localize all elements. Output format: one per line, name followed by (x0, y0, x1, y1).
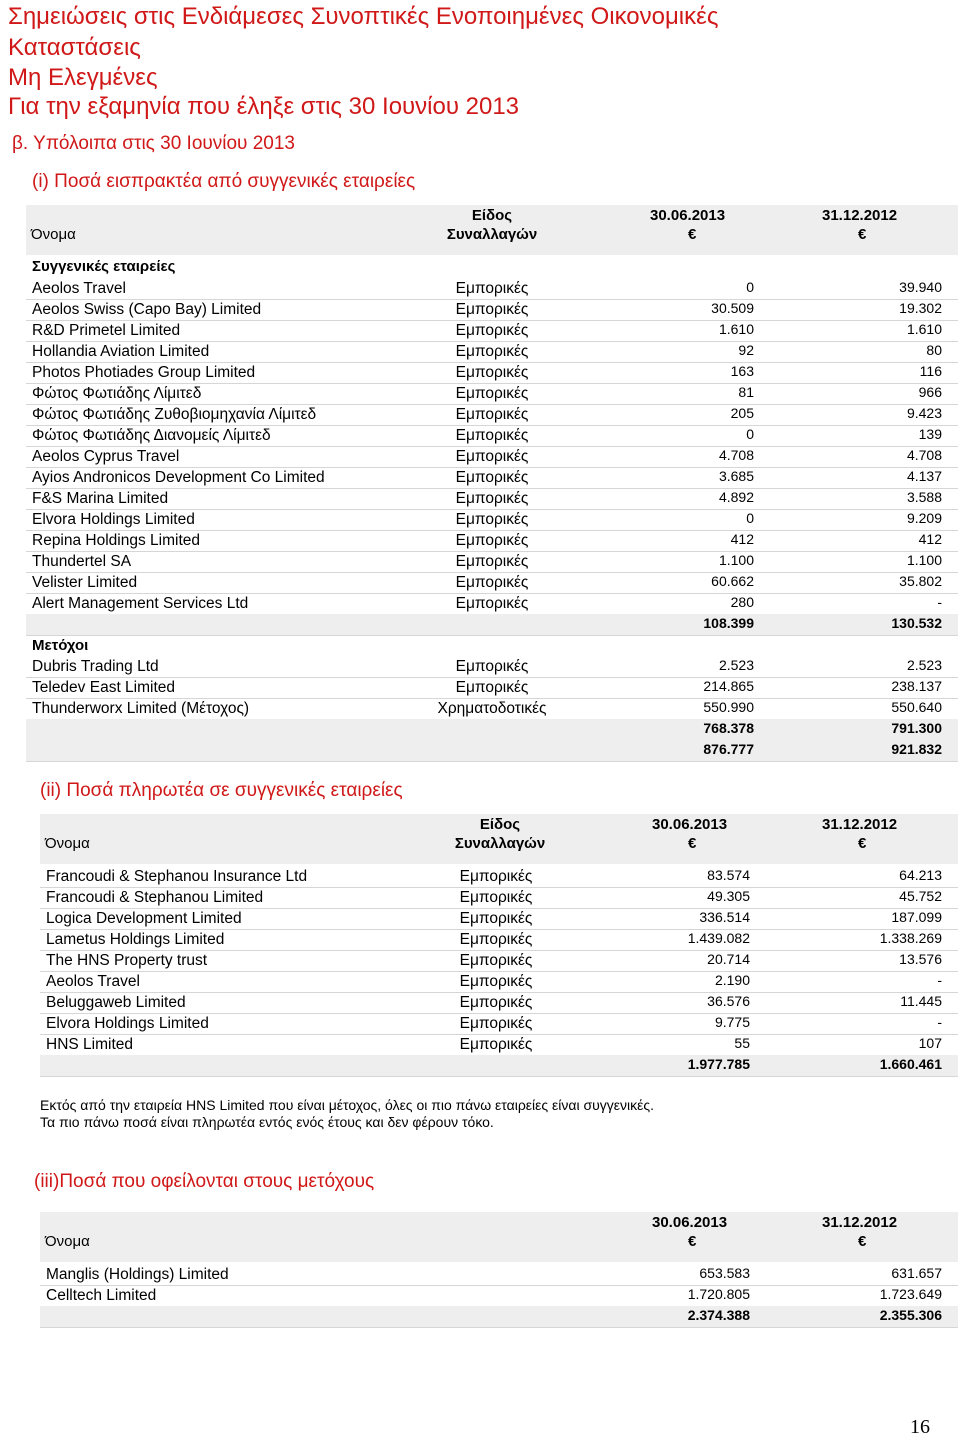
row-name: Thunderworx Limited (Μέτοχος) (32, 700, 250, 717)
value-2013: 550.990 (703, 699, 754, 715)
column-header-2013: 30.06.2013 (652, 1214, 728, 1231)
value-2013: 83.574 (707, 867, 750, 883)
row-name: Ayios Andronicos Development Co Limited (32, 469, 325, 486)
value-2013: 876.777 (703, 741, 754, 757)
value-2013: 4.708 (718, 447, 754, 463)
row-name: Teledev East Limited (32, 679, 176, 696)
table-row (26, 656, 958, 678)
euro-symbol-2013: € (688, 226, 697, 243)
row-transaction-type: Εμπορικές (455, 280, 529, 297)
row-name: Logica Development Limited (46, 910, 242, 927)
row-transaction-type: Εμπορικές (459, 973, 533, 990)
row-transaction-type: Εμπορικές (455, 679, 529, 696)
row-name: Aeolos Travel (32, 280, 126, 297)
column-header-name: Όνομα (31, 226, 76, 243)
subtotal-row (26, 614, 958, 636)
receivables-table-header (26, 205, 958, 255)
row-transaction-type: Εμπορικές (459, 868, 533, 885)
value-2013: 205 (730, 405, 754, 421)
value-2013: 36.576 (707, 993, 750, 1009)
value-2013: 55 (734, 1035, 750, 1051)
value-2012: - (937, 594, 942, 610)
value-2013: 30.509 (711, 300, 754, 316)
value-2013: 1.100 (718, 552, 754, 568)
row-transaction-type: Εμπορικές (455, 385, 529, 402)
table-row (26, 488, 958, 510)
table-row (40, 1013, 958, 1035)
table-row (26, 551, 958, 573)
row-transaction-type: Εμπορικές (455, 301, 529, 318)
value-2013: 81 (738, 384, 754, 400)
row-name: Elvora Holdings Limited (46, 1015, 209, 1032)
table-row (40, 992, 958, 1014)
value-2012: 412 (918, 531, 942, 547)
value-2012: 1.100 (906, 552, 942, 568)
value-2013: 92 (738, 342, 754, 358)
row-name: Elvora Holdings Limited (32, 511, 195, 528)
row-transaction-type: Εμπορικές (455, 469, 529, 486)
table-row (26, 509, 958, 531)
shareholders-heading: (iii)Ποσά που οφείλονται στους μετόχους (34, 1171, 375, 1192)
value-2012: 791.300 (891, 720, 942, 736)
row-name: Φώτος Φωτιάδης Διανομείς Λίμιτεδ (32, 427, 271, 444)
section-title: β. Υπόλοιπα στις 30 Ιουνίου 2013 (12, 133, 295, 154)
value-2012: 35.802 (899, 573, 942, 589)
total-row (40, 1055, 958, 1077)
payables-note-2: Τα πιο πάνω ποσά είναι πληρωτέα εντός ενός έτους και δεν φέρουν τόκο. (40, 1114, 494, 1130)
value-2013: 1.439.082 (687, 930, 750, 946)
value-2013: 336.514 (699, 909, 750, 925)
row-transaction-type: Εμπορικές (455, 427, 529, 444)
row-name: Aeolos Cyprus Travel (32, 448, 180, 465)
row-transaction-type: Εμπορικές (455, 343, 529, 360)
grand-total-row (26, 740, 958, 762)
table-row (40, 950, 958, 972)
shareholders-table-header (40, 1212, 958, 1262)
row-name: Aeolos Travel (46, 973, 140, 990)
row-transaction-type: Εμπορικές (459, 931, 533, 948)
row-transaction-type: Εμπορικές (455, 490, 529, 507)
value-2012: 107 (918, 1035, 942, 1051)
row-transaction-type: Εμπορικές (455, 553, 529, 570)
value-2013: 2.374.388 (687, 1307, 750, 1323)
row-transaction-type: Εμπορικές (459, 994, 533, 1011)
table-row (26, 698, 958, 720)
value-2012: 80 (926, 342, 942, 358)
column-header-type-line-1: Είδος (479, 816, 521, 833)
value-2012: 550.640 (891, 699, 942, 715)
row-transaction-type: Εμπορικές (459, 889, 533, 906)
value-2012: 39.940 (899, 279, 942, 295)
row-name: Photos Photiades Group Limited (32, 364, 256, 381)
value-2013: 1.977.785 (687, 1056, 750, 1072)
row-name: F&S Marina Limited (32, 490, 169, 507)
row-name: The HNS Property trust (46, 952, 208, 969)
table-row (26, 404, 958, 426)
row-name: Hollandia Aviation Limited (32, 343, 210, 360)
column-header-2013: 30.06.2013 (650, 207, 726, 224)
column-header-type-line-2: Συναλλαγών (446, 226, 538, 243)
row-transaction-type: Εμπορικές (455, 658, 529, 675)
row-transaction-type: Εμπορικές (459, 910, 533, 927)
subtotal-row (26, 719, 958, 741)
row-name: HNS Limited (46, 1036, 133, 1053)
row-transaction-type: Εμπορικές (455, 448, 529, 465)
table-row (26, 278, 958, 300)
table-row (40, 1285, 958, 1307)
value-2012: 139 (918, 426, 942, 442)
value-2012: 1.338.269 (879, 930, 942, 946)
column-header-2012: 31.12.2012 (822, 1214, 898, 1231)
value-2013: 60.662 (711, 573, 754, 589)
table-row (40, 887, 958, 909)
row-name: Francoudi & Stephanou Insurance Ltd (46, 868, 308, 885)
value-2012: 1.723.649 (879, 1286, 942, 1302)
value-2013: 0 (746, 426, 754, 442)
value-2012: 11.445 (900, 993, 942, 1009)
row-transaction-type: Εμπορικές (459, 1015, 533, 1032)
related-companies-group-title: Συγγενικές εταιρείες (32, 258, 176, 275)
table-row (40, 929, 958, 951)
value-2012: 238.137 (891, 678, 942, 694)
row-transaction-type: Εμπορικές (455, 532, 529, 549)
table-row (26, 593, 958, 615)
row-transaction-type: Εμπορικές (455, 511, 529, 528)
table-row (26, 362, 958, 384)
value-2013: 49.305 (707, 888, 750, 904)
document-title-line-4: Για την εξαμηνία που έληξε στις 30 Ιουνίου 2013 (8, 93, 520, 120)
value-2013: 9.775 (714, 1014, 750, 1030)
value-2013: 214.865 (703, 678, 754, 694)
value-2013: 653.583 (699, 1265, 750, 1281)
table-row (40, 908, 958, 930)
value-2013: 280 (730, 594, 754, 610)
value-2013: 1.610 (718, 321, 754, 337)
euro-symbol-2012: € (858, 226, 867, 243)
value-2013: 2.190 (714, 972, 750, 988)
column-header-name: Όνομα (45, 835, 90, 852)
value-2012: 19.302 (899, 300, 942, 316)
value-2013: 2.523 (718, 657, 754, 673)
payables-heading: (ii) Ποσά πληρωτέα σε συγγενικές εταιρείες (40, 780, 403, 801)
total-row (40, 1306, 958, 1328)
row-name: Alert Management Services Ltd (32, 595, 249, 612)
value-2012: 4.708 (906, 447, 942, 463)
row-transaction-type: Εμπορικές (455, 574, 529, 591)
value-2013: 768.378 (703, 720, 754, 736)
value-2012: 130.532 (891, 615, 942, 631)
table-row (26, 530, 958, 552)
value-2013: 3.685 (718, 468, 754, 484)
table-row (26, 446, 958, 468)
value-2012: 921.832 (891, 741, 942, 757)
page-number: 16 (910, 1416, 930, 1438)
row-transaction-type: Εμπορικές (459, 952, 533, 969)
value-2012: 13.576 (899, 951, 942, 967)
value-2012: 187.099 (891, 909, 942, 925)
table-row (26, 467, 958, 489)
row-name: Dubris Trading Ltd (32, 658, 159, 675)
document-title-line-2: Καταστάσεις (8, 34, 141, 61)
row-name: Thundertel SA (32, 553, 132, 570)
document-title-line-3: Μη Ελεγμένες (8, 64, 158, 91)
row-name: Aeolos Swiss (Capo Bay) Limited (32, 301, 262, 318)
column-header-type-line-2: Συναλλαγών (454, 835, 546, 852)
row-transaction-type: Εμπορικές (455, 595, 529, 612)
table-row (40, 1264, 958, 1286)
value-2013: 412 (730, 531, 754, 547)
value-2012: 9.423 (906, 405, 942, 421)
row-transaction-type: Εμπορικές (455, 322, 529, 339)
value-2012: 631.657 (891, 1265, 942, 1281)
table-row (40, 1034, 958, 1056)
value-2013: 0 (746, 279, 754, 295)
table-row (26, 677, 958, 699)
payables-table-header (40, 814, 958, 864)
row-name: Manglis (Holdings) Limited (46, 1266, 229, 1283)
table-row (26, 425, 958, 447)
value-2012: 1.610 (906, 321, 942, 337)
value-2012: 64.213 (899, 867, 942, 883)
row-transaction-type: Εμπορικές (455, 406, 529, 423)
value-2012: 966 (918, 384, 942, 400)
value-2013: 108.399 (703, 615, 754, 631)
value-2013: 20.714 (707, 951, 750, 967)
table-row (26, 572, 958, 594)
value-2012: 4.137 (906, 468, 942, 484)
payables-note-1: Εκτός από την εταιρεία HNS Limited που είναι μέτοχος, όλες οι πιο πάνω εταιρείες είναι συγγενικές. (40, 1097, 654, 1113)
value-2013: 4.892 (718, 489, 754, 505)
row-name: Beluggaweb Limited (46, 994, 186, 1011)
table-row (40, 866, 958, 888)
value-2012: 3.588 (906, 489, 942, 505)
column-header-2012: 31.12.2012 (822, 207, 898, 224)
value-2012: 45.752 (899, 888, 942, 904)
row-transaction-type: Χρηματοδοτικές (437, 700, 547, 717)
row-name: Francoudi & Stephanou Limited (46, 889, 264, 906)
column-header-2013: 30.06.2013 (652, 816, 728, 833)
receivables-heading: (i) Ποσά εισπρακτέα από συγγενικές εταιρείες (32, 171, 416, 192)
table-row (40, 971, 958, 993)
column-header-name: Όνομα (45, 1233, 90, 1250)
row-name: Velister Limited (32, 574, 138, 591)
row-name: R&D Primetel Limited (32, 322, 181, 339)
value-2012: 2.355.306 (879, 1307, 942, 1323)
value-2013: 0 (746, 510, 754, 526)
value-2012: 9.209 (906, 510, 942, 526)
row-transaction-type: Εμπορικές (459, 1036, 533, 1053)
euro-symbol-2012: € (858, 1233, 867, 1250)
row-transaction-type: Εμπορικές (455, 364, 529, 381)
row-name: Φώτος Φωτιάδης Ζυθοβιομηχανία Λίμιτεδ (32, 406, 317, 423)
euro-symbol-2013: € (688, 1233, 697, 1250)
value-2013: 163 (730, 363, 754, 379)
table-row (26, 341, 958, 363)
table-row (26, 320, 958, 342)
euro-symbol-2012: € (858, 835, 867, 852)
euro-symbol-2013: € (688, 835, 697, 852)
value-2013: 1.720.805 (687, 1286, 750, 1302)
value-2012: 1.660.461 (879, 1056, 942, 1072)
shareholders-group-title: Μετόχοι (32, 637, 89, 654)
value-2012: - (937, 1014, 942, 1030)
table-row (26, 383, 958, 405)
table-row (26, 299, 958, 321)
row-name: Repina Holdings Limited (32, 532, 201, 549)
row-name: Φώτος Φωτιάδης Λίμιτεδ (32, 385, 202, 402)
column-header-type-line-1: Είδος (471, 207, 513, 224)
row-name: Celltech Limited (46, 1287, 157, 1304)
document-title-line-1: Σημειώσεις στις Ενδιάμεσες Συνοπτικές Ενοποιημένες Οικονομικές (8, 3, 719, 30)
column-header-2012: 31.12.2012 (822, 816, 898, 833)
value-2012: 2.523 (906, 657, 942, 673)
value-2012: - (937, 972, 942, 988)
value-2012: 116 (919, 363, 942, 379)
row-name: Lametus Holdings Limited (46, 931, 225, 948)
